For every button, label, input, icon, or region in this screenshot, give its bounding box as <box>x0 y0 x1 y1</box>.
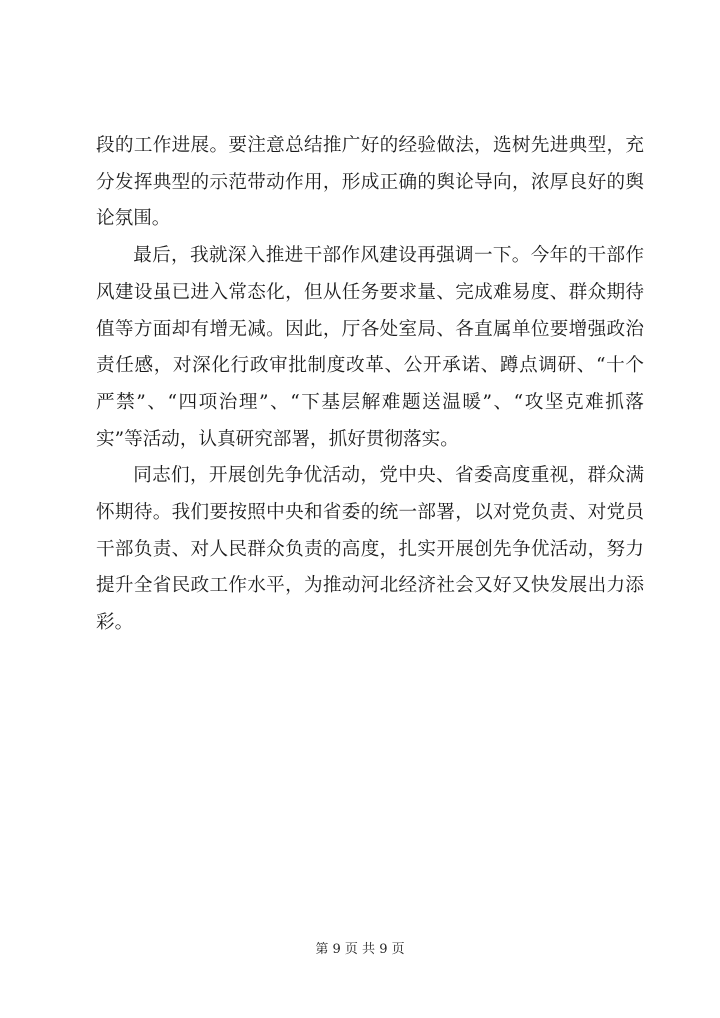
paragraph-continuation: 段的工作进展。要注意总结推广好的经验做法，选树先进典型，充分发挥典型的示范带动作用，形成正确的舆论导向，浓厚良好的舆论氛围。 <box>96 135 644 230</box>
paragraph-closing: 同志们，开展创先争优活动，党中央、省委高度重视，群众满怀期待。我们要按照中央和省委的统一部署，以对党负责、对党员干部负责、对人民群众负责的高度，扎实开展创先争优活动，努力提升全省民政工作水平，为推动河北经济社会又好又快发展出力添彩。 <box>96 465 644 634</box>
document-body <box>96 128 644 642</box>
paragraph-work-style: 最后，我就深入推进干部作风建设再强调一下。今年的干部作风建设虽已进入常态化，但从任务要求量、完成难易度、群众期待值等方面却有增无减。因此，厅各处室局、各直属单位要增强政治责任感，对深化行政审批制度改革、公开承诺、蹲点调研、“十个严禁”、“四项治理”、“下基层解难题送温暖”、“攻坚克难抓落实”等活动，认真研究部署，抓好贯彻落实。 <box>96 245 644 450</box>
page-footer: 第 9 页 共 9 页 <box>315 942 405 957</box>
